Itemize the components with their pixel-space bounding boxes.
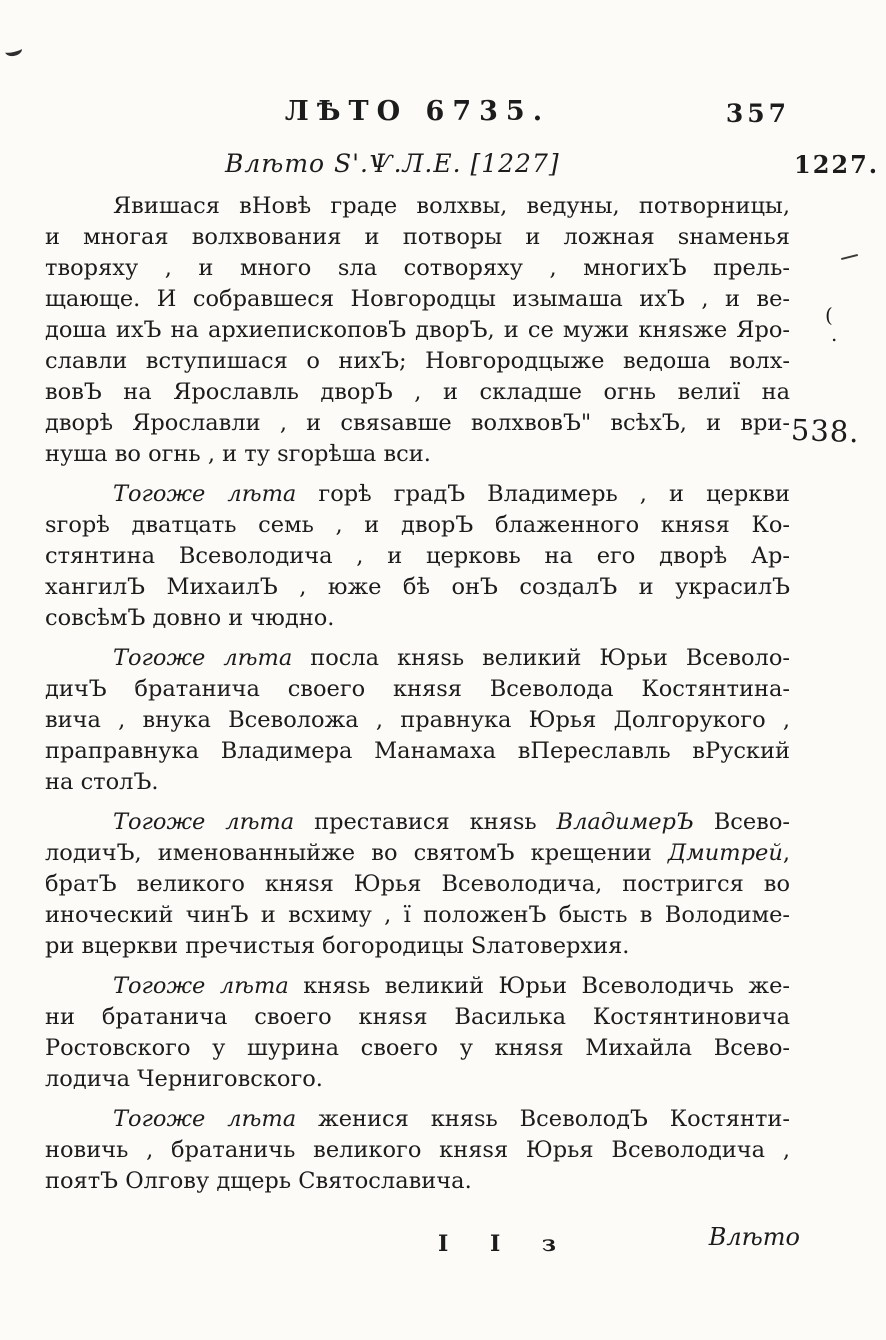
chapter-heading: ЛѢТО 6735. (284, 96, 551, 127)
text-line: Тогоже лѣта женися княѕь ВсеволодЪ Костянти- (113, 1106, 790, 1132)
ink-smudge (4, 43, 23, 57)
paragraph (45, 643, 790, 798)
text-line: Явишася вНовѣ граде волхвы, ведуны, потворницы, (113, 193, 790, 219)
text-block (45, 191, 790, 1206)
text-line: и многая волхвования и потворы и ложная ѕнаменья (45, 224, 790, 250)
text-line: хангилЪ МихаилЪ , юже бѣ онЪ создалЪ и украсилЪ (45, 574, 790, 600)
year-subheading: Влѣто Ѕ'.Ѱ.Л.Е. [1227] (225, 149, 560, 178)
text-line: новичь , братаничь великого княѕя Юрья Всеволодича , (45, 1137, 790, 1163)
paragraph (45, 191, 790, 470)
text-line: братЪ великого княѕя Юрья Всеволодича, постригся во (45, 871, 790, 897)
text-line: творяху , и много ѕла сотворяху , многихЪ прель- (45, 255, 790, 281)
ink-dash-mark (841, 254, 858, 260)
signature-mark: I I з (438, 1231, 573, 1257)
text-line: доша ихЪ на архиепископовЪ дворЪ, и се мужи княѕже Яро- (45, 317, 790, 343)
text-line: ри вцеркви пречистыя богородицы Ѕлатоверхия. (45, 933, 630, 959)
text-line: лодича Черниговского. (45, 1066, 323, 1092)
text-line: нуша во огнь , и ту ѕгорѣша вси. (45, 441, 431, 467)
margin-note-538: 538. (790, 412, 861, 450)
text-line: поятЪ Олгову дщерь Святославича. (45, 1168, 472, 1194)
page-number: 357 (725, 99, 790, 128)
text-line: Тогоже лѣта горѣ градЪ Владимерь , и церкви (113, 481, 790, 507)
text-line: ни братанича своего княѕя Василька Костянтиновича (45, 1004, 790, 1030)
paragraph (45, 807, 790, 962)
text-line: совсѣмЪ довно и чюдно. (45, 605, 335, 631)
paragraph (45, 1104, 790, 1197)
text-line: Тогоже лѣта княѕь великий Юрьи Всеволодичь же- (113, 973, 790, 999)
paragraph (45, 971, 790, 1095)
text-line: лодичЪ, именованныйже во святомЪ крещении Дмитрей, (45, 840, 790, 866)
ink-paren-mark: ( (825, 303, 833, 327)
text-line: Тогоже лѣта преставися княѕь ВладимерЪ Всево- (113, 809, 790, 835)
text-line: иноческий чинЪ и всхиму , ї положенЪ бысть в Володиме- (45, 902, 790, 928)
text-line: вича , внука Всеволожа , правнука Юрья Долгорукого , (45, 707, 790, 733)
text-line: щающе. И собравшеся Новгородцы изымаша ихЪ , и ве- (45, 286, 790, 312)
page-header (45, 96, 790, 127)
ink-dot-mark: . (831, 322, 838, 346)
text-line: вовЪ на Ярославль дворЪ , и складше огнь велиї на (45, 379, 790, 405)
paragraph (45, 479, 790, 634)
text-line: стянтина Всеволодича , и церковь на его дворѣ Ар- (45, 543, 790, 569)
text-line: славли вступишася о нихЪ; Новгородцыже ведоша волх- (45, 348, 790, 374)
text-line: дичЪ братанича своего княѕя Всеволода Костянтина- (45, 676, 790, 702)
margin-note-year: 1227. (794, 150, 880, 179)
text-line: на столЪ. (45, 769, 159, 795)
text-line: ѕгорѣ дватцать семь , и дворЪ блаженного княѕя Ко- (45, 512, 790, 538)
text-line: Тогоже лѣта посла княѕь великий Юрьи Всеволо- (113, 645, 790, 671)
catchword: Влѣто (708, 1223, 800, 1251)
text-line: праправнука Владимера Манамаха вПереславль вРуский (45, 738, 790, 764)
text-line: Ростовского у шурина своего у княѕя Михайла Всево- (45, 1035, 790, 1061)
text-line: дворѣ Ярославли , и свяѕавше волхвовЪ" всѣхЪ, и ври- (45, 410, 790, 436)
